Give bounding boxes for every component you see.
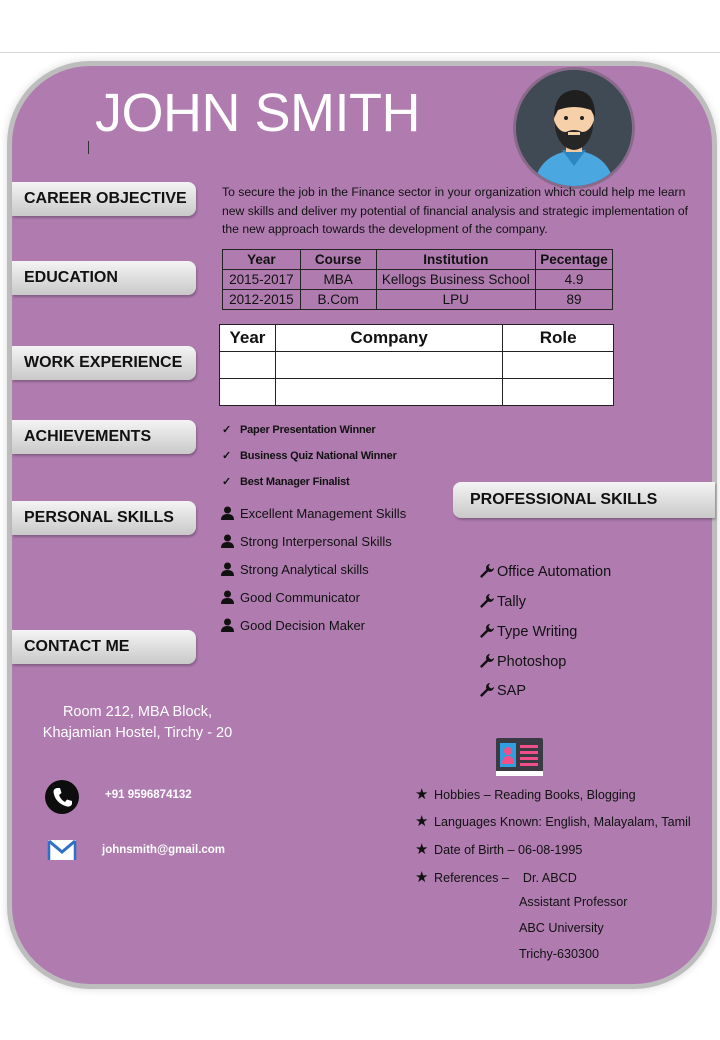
- references-item: [415, 868, 577, 886]
- table-cell: [503, 352, 614, 379]
- personal-skill-item: [221, 534, 392, 549]
- user-icon: [221, 534, 234, 548]
- table-cell: Kellogs Business School: [376, 270, 535, 290]
- personal-skills-heading: PERSONAL SKILLS: [12, 501, 196, 535]
- address-line: Room 212, MBA Block,: [62, 704, 213, 720]
- star-icon: ★: [415, 786, 429, 803]
- table-cell: [220, 379, 276, 406]
- personal-skill-label: Good Decision Maker: [240, 618, 365, 633]
- address-line: Khajamian Hostel, Tirchy - 20: [42, 725, 233, 741]
- personal-skill-label: Strong Interpersonal Skills: [240, 534, 392, 549]
- check-icon: ✓: [222, 476, 232, 488]
- table-header-row: [220, 325, 614, 352]
- dob-text: Date of Birth – 06-08-1995: [434, 843, 583, 857]
- table-header: Year: [223, 250, 301, 270]
- professional-skill-item: [479, 563, 611, 580]
- education-heading: EDUCATION: [12, 261, 196, 295]
- avatar-icon: [516, 70, 632, 186]
- user-icon: [221, 590, 234, 604]
- achievements-heading: ACHIEVEMENTS: [12, 420, 196, 454]
- table-header: Company: [275, 325, 502, 352]
- personal-skill-label: Good Communicator: [240, 590, 360, 605]
- user-icon: [221, 506, 234, 520]
- user-icon: [221, 562, 234, 576]
- star-icon: ★: [415, 869, 429, 886]
- table-cell: [275, 379, 502, 406]
- professional-skill-item: [479, 623, 577, 640]
- wrench-icon: [479, 593, 495, 609]
- education-table: [222, 249, 613, 310]
- personal-skill-label: Excellent Management Skills: [240, 506, 407, 521]
- achievement-label: Paper Presentation Winner: [240, 424, 376, 436]
- wrench-icon: [479, 682, 495, 698]
- table-header: Pecentage: [536, 250, 613, 270]
- table-header: Institution: [376, 250, 535, 270]
- phone-icon: [45, 780, 79, 814]
- id-card-icon: [496, 738, 543, 776]
- professional-skill-label: SAP: [497, 683, 527, 699]
- table-cell: 2015-2017: [223, 270, 301, 290]
- languages-text: Languages Known: English, Malayalam, Tamil: [434, 815, 691, 829]
- career-objective-heading: CAREER OBJECTIVE: [12, 182, 196, 216]
- languages-item: [415, 812, 691, 830]
- career-objective-text: To secure the job in the Finance sector in your organization which could help me learn new skills and deliver my potential of financial analysis and strategic implementation of the new approach towards the development of the company.: [222, 185, 689, 236]
- avatar: [516, 70, 632, 186]
- table-cell: MBA: [300, 270, 376, 290]
- professional-skill-label: Tally: [497, 594, 527, 610]
- text-cursor: [88, 141, 89, 154]
- achievement-label: Business Quiz National Winner: [240, 450, 397, 462]
- hobbies-text: Hobbies – Reading Books, Blogging: [434, 788, 636, 802]
- achievement-label: Best Manager Finalist: [240, 476, 350, 488]
- star-icon: ★: [415, 813, 429, 830]
- table-cell: [275, 352, 502, 379]
- personal-skill-item: [221, 562, 369, 577]
- work-experience-table: [219, 324, 614, 406]
- phone-handset-icon: [45, 780, 79, 814]
- table-header: Year: [220, 325, 276, 352]
- reference-line: Trichy-630300: [519, 947, 600, 961]
- personal-skill-item: [221, 618, 365, 633]
- professional-skill-item: [479, 682, 526, 699]
- table-row: [220, 352, 614, 379]
- professional-skill-item: [479, 653, 566, 670]
- dob-item: [415, 840, 582, 858]
- table-cell: LPU: [376, 290, 535, 310]
- table-header: Course: [300, 250, 376, 270]
- personal-skill-item: [221, 506, 406, 521]
- table-cell: 89: [536, 290, 613, 310]
- table-row: [223, 270, 613, 290]
- achievement-item: [222, 475, 350, 488]
- professional-skill-label: Office Automation: [497, 564, 612, 580]
- wrench-icon: [479, 563, 495, 579]
- table-row: [220, 379, 614, 406]
- email-address[interactable]: johnsmith@gmail.com: [102, 844, 226, 856]
- table-row: [223, 290, 613, 310]
- professional-skill-label: Photoshop: [497, 654, 567, 670]
- contact-me-heading: CONTACT ME: [12, 630, 196, 664]
- mail-icon: [47, 838, 77, 862]
- professional-skill-label: Type Writing: [497, 624, 578, 640]
- table-cell: 2012-2015: [223, 290, 301, 310]
- table-cell: 4.9: [536, 270, 613, 290]
- phone-number[interactable]: +91 9596874132: [105, 789, 192, 801]
- table-header-row: [223, 250, 613, 270]
- check-icon: ✓: [222, 424, 232, 436]
- personal-skill-label: Strong Analytical skills: [240, 562, 369, 577]
- achievement-item: [222, 449, 397, 462]
- table-header: Role: [503, 325, 614, 352]
- table-cell: [220, 352, 276, 379]
- user-icon: [221, 618, 234, 632]
- check-icon: ✓: [222, 450, 232, 462]
- reference-line: Assistant Professor: [519, 895, 628, 909]
- reference-line: ABC University: [519, 921, 604, 935]
- professional-skill-item: [479, 593, 526, 610]
- personal-skill-item: [221, 590, 360, 605]
- candidate-name: JOHN SMITH: [95, 83, 420, 143]
- star-icon: ★: [415, 841, 429, 858]
- wrench-icon: [479, 623, 495, 639]
- wrench-icon: [479, 653, 495, 669]
- contact-address: [20, 702, 255, 744]
- achievement-item: [222, 423, 376, 436]
- references-text: References – Dr. ABCD: [434, 871, 577, 885]
- hobbies-item: [415, 785, 636, 803]
- professional-skills-heading: PROFESSIONAL SKILLS: [453, 482, 715, 518]
- table-cell: [503, 379, 614, 406]
- work-experience-heading: WORK EXPERIENCE: [12, 346, 196, 380]
- table-cell: B.Com: [300, 290, 376, 310]
